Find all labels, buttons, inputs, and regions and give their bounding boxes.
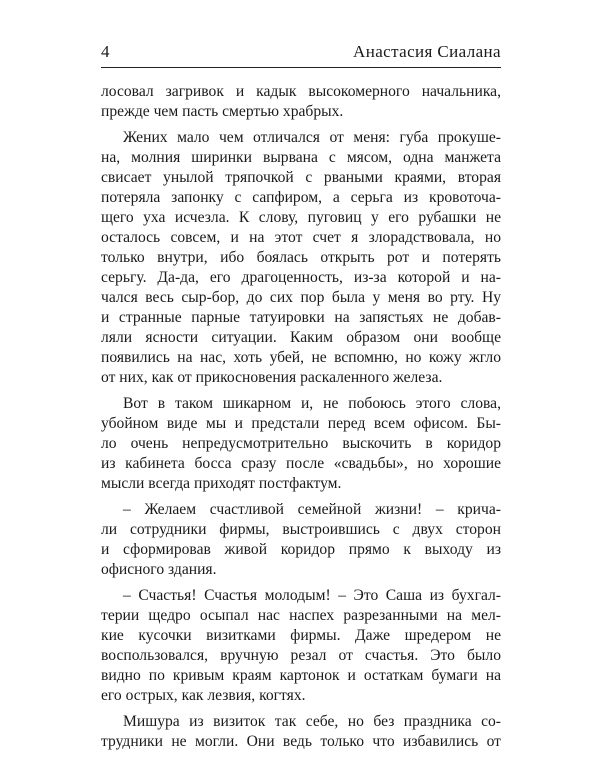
text-line: появились на нас, хоть убей, не вспомню, но кожу жгло [101,349,501,366]
text-line: серьгу. Да-да, его драгоценность, из-за которой и на- [101,269,501,286]
text-line: убойном виде мы и предстали перед всем офисом. Бы- [101,415,501,432]
text-line: и сформировав живой коридор прямо к выходу из [101,541,501,558]
text-line: из кабинета босса сразу после «свадьбы», но хорошие [101,455,501,472]
text-line: чался весь сыр-бор, до сих пор была у меня во рту. Ну [101,289,501,306]
paragraph [101,586,501,706]
running-head [101,40,501,64]
text-line: Жених мало чем отличался от меня: губа прокуше- [123,129,501,146]
text-line: ло очень непредусмотрительно выскочить в коридор [101,435,501,452]
page-number: 4 [101,42,110,61]
text-line: офисного здания. [101,561,217,578]
text-line: кие кусочки визитками фирмы. Даже шредером не [101,627,501,644]
text-line: Мишура из визиток так себе, но без праздника со- [123,713,501,730]
text-line: его острых, как лезвия, когтях. [101,687,306,704]
text-line: осталось совсем, и на этот счет я злорадствовала, но [101,229,501,246]
text-line: мысли всегда приходят постфактум. [101,475,342,492]
text-line: щего уха исчезла. К слову, пуговиц у его рубашки не [101,209,501,226]
text-line: трудники не могли. Они ведь только что избавились от [101,733,501,750]
text-line: лосовал загривок и кадык высокомерного начальника, [101,83,501,100]
text-line: ляли ясности ситуации. Каким образом они вообще [101,329,501,346]
text-line: на, молния ширинки вырвана с мясом, одна манжета [101,149,501,166]
text-line: ли сотрудники фирмы, выстроившись с двух сторон [101,521,501,538]
text-line: воспользовался, вручную резал от счастья. Это было [101,647,501,664]
text-line: терии щедро осыпал нас наспех разрезанными на мел- [101,607,501,624]
text-line: прежде чем пасть смертью храбрых. [101,103,344,120]
text-line: свисает унылой тряпочкой с рваными краями, вторая [101,169,501,186]
text-line: только внутри, ибо боялась открыть рот и потерять [101,249,501,266]
text-line: и странные парные татуировки на запястьях не добав- [101,309,501,326]
header-rule [101,67,501,68]
text-line: потеряла запонку с сапфиром, а серьга из кровоточа- [101,189,501,206]
author-name: Анастасия Сиалана [353,42,501,61]
body-text [101,82,501,752]
text-line: – Счастья! Счастья молодым! – Это Саша из бухгал- [123,587,501,604]
text-line: видно по кривым краям картонок и остаткам бумаги на [101,667,501,684]
paragraph [101,712,501,752]
paragraph [101,394,501,494]
book-page [101,40,501,758]
paragraph [101,82,501,122]
text-line: от них, как от прикосновения раскаленного железа. [101,369,443,386]
text-line: – Желаем счастливой семейной жизни! – крича- [123,501,501,518]
paragraph [101,128,501,388]
text-line: Вот в таком шикарном и, не побоюсь этого слова, [123,395,501,412]
paragraph [101,500,501,580]
